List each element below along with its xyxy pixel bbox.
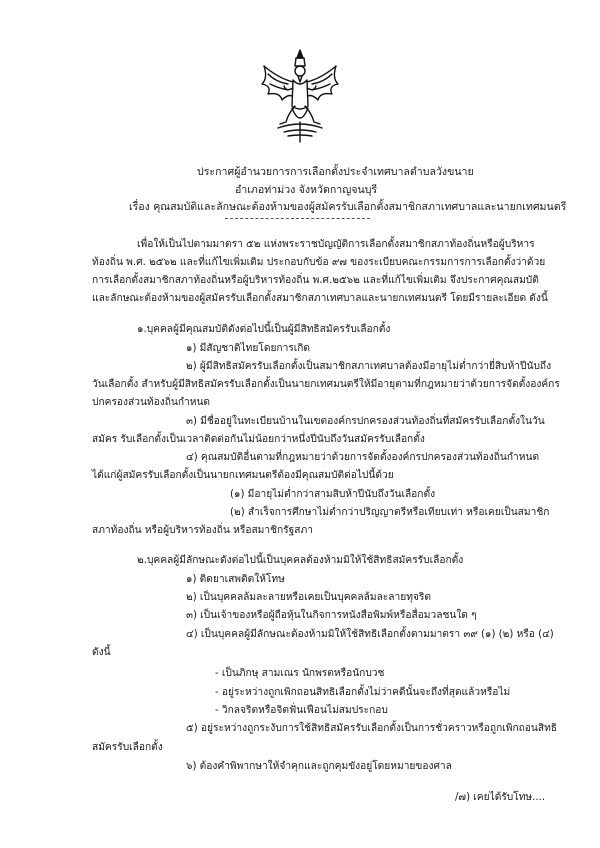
section-1-item-1: ๑) มีสัญชาติไทยโดยการเกิด bbox=[186, 343, 311, 354]
section-1-item-2-cont: ปกครองส่วนท้องถิ่นกำหนด bbox=[92, 397, 211, 408]
announcement-title: ประกาศผู้อำนวยการการเลือกตั้งประจำเทศบาลตำบลวังขนาย bbox=[197, 166, 474, 178]
section-2-item-3: ๓) เป็นเจ้าของหรือผู้ถือหุ้นในกิจการหนังสือพิมพ์หรือสื่อมวลชนใด ๆ bbox=[186, 610, 477, 621]
section-2-item-5-cont: สมัครรับเลือกตั้ง bbox=[92, 742, 163, 753]
section-1-title: ๑.บุคคลผู้มีคุณสมบัติดังต่อไปนี้เป็นผู้มีสิทธิสมัครรับเลือกตั้ง bbox=[137, 324, 391, 335]
intro-line: และลักษณะต้องห้ามของผู้สมัครรับเลือกตั้งสมาชิกสภาเทศบาลและนายกเทศมนตรี โดยมีรายละเอียด ดังนี้ bbox=[92, 293, 548, 304]
section-2-item-4-dash-3: - วิกลจริตหรือจิตฟั่นเฟือนไม่สมประกอบ bbox=[215, 705, 388, 716]
section-2-item-2: ๒) เป็นบุคคลล้มละลายหรือเคยเป็นบุคคลล้มละลายทุจริต bbox=[186, 592, 431, 603]
header-divider bbox=[225, 218, 370, 219]
section-1-item-2-cont: วันเลือกตั้ง สำหรับผู้มีสิทธิสมัครรับเลือกตั้งเป็นนายกเทศมนตรีให้มีอายุตามที่กฎหมายว่าด้วยการจัดตั้งองค์กร bbox=[92, 379, 560, 390]
subject-line: เรื่อง คุณสมบัติและลักษณะต้องห้ามของผู้สมัครรับเลือกตั้งสมาชิกสภาเทศบาลและนายกเทศมนตรี bbox=[129, 201, 567, 213]
section-1-item-3: ๓) มีชื่ออยู่ในทะเบียนบ้านในเขตองค์กรปกครองส่วนท้องถิ่นที่สมัครรับเลือกตั้งในวัน bbox=[186, 416, 545, 427]
section-1-item-4-sub-1: (๑) มีอายุไม่ต่ำกว่าสามสิบห้าปีนับถึงวันเลือกตั้ง bbox=[230, 489, 436, 500]
intro-line: เพื่อให้เป็นไปตามมาตรา ๕๒ แห่งพระราชบัญญัติการเลือกตั้งสมาชิกสภาท้องถิ่นหรือผู้บริหาร bbox=[137, 239, 535, 250]
intro-line: ท้องถิ่น พ.ศ. ๒๕๖๒ และที่แก้ไขเพิ่มเติม ประกอบกับข้อ ๙๗ ของระเบียบคณะกรรมการการเลือกตั้งว่าด้วย bbox=[92, 257, 546, 268]
section-2-item-4-dash-2: - อยู่ระหว่างถูกเพิกถอนสิทธิเลือกตั้งไม่ว่าคดีนั้นจะถึงที่สุดแล้วหรือไม่ bbox=[215, 687, 511, 698]
section-2-item-4-cont: ดังนี้ bbox=[92, 647, 111, 658]
section-2-title: ๒.บุคคลผู้มีลักษณะดังต่อไปนี้เป็นบุคคลต้องห้ามมิให้ใช้สิทธิสมัครรับเลือกตั้ง bbox=[137, 555, 464, 566]
section-2-item-4-dash-1: - เป็นภิกษุ สามเณร นักพรตหรือนักบวช bbox=[215, 668, 385, 679]
garuda-emblem-icon bbox=[258, 48, 342, 144]
section-1-item-4: ๔) คุณสมบัติอื่นตามที่กฎหมายว่าด้วยการจัดตั้งองค์กรปกครองส่วนท้องถิ่นกำหนด bbox=[186, 452, 540, 463]
continuation-note: /๗) เคยได้รับโทษ.... bbox=[455, 792, 546, 803]
section-2-item-6: ๖) ต้องคำพิพากษาให้จำคุกและถูกคุมขังอยู่โดยหมายของศาล bbox=[186, 761, 452, 772]
district-line: อำเภอท่าม่วง จังหวัดกาญจนบุรี bbox=[235, 184, 378, 196]
section-1-item-4-cont: ได้แก่ผู้สมัครรับเลือกตั้งเป็นนายกเทศมนตรีต้องมีคุณสมบัติต่อไปนี้ด้วย bbox=[92, 470, 394, 481]
section-1-item-3-cont: สมัคร รับเลือกตั้งเป็นเวลาติดต่อกันไม่น้อยกว่าหนึ่งปีนับถึงวันสมัครรับเลือกตั้ง bbox=[92, 434, 425, 445]
section-2-item-1: ๑) ติดยาเสพติดให้โทษ bbox=[186, 574, 285, 585]
intro-line: การเลือกตั้งสมาชิกสภาท้องถิ่นหรือผู้บริหารท้องถิ่น พ.ศ.๒๕๖๒ และที่แก้ไขเพิ่มเติม จึงประกาศคุณสมบัติ bbox=[92, 275, 539, 286]
section-1-item-4-sub-2: (๒) สำเร็จการศึกษาไม่ต่ำกว่าปริญญาตรีหรือเทียบเท่า หรือเคยเป็นสมาชิก bbox=[230, 507, 550, 518]
section-2-item-5: ๕) อยู่ระหว่างถูกระงับการใช้สิทธิสมัครรับเลือกตั้งเป็นการชั่วคราวหรือถูกเพิกถอนสิทธิ bbox=[186, 723, 558, 734]
section-1-item-2: ๒) ผู้มีสิทธิสมัครรับเลือกตั้งเป็นสมาชิกสภาเทศบาลต้องมีอายุไม่ต่ำกว่ายี่สิบห้าปีนับถึง bbox=[186, 361, 552, 372]
section-1-item-4-sub-2-cont: สภาท้องถิ่น หรือผู้บริหารท้องถิ่น หรือสมาชิกรัฐสภา bbox=[92, 525, 313, 536]
section-2-item-4: ๔) เป็นบุคคลผู้มีลักษณะต้องห้ามมิให้ใช้สิทธิเลือกตั้งตามมาตรา ๓๙ (๑) (๒) หรือ (๔) bbox=[186, 629, 554, 640]
